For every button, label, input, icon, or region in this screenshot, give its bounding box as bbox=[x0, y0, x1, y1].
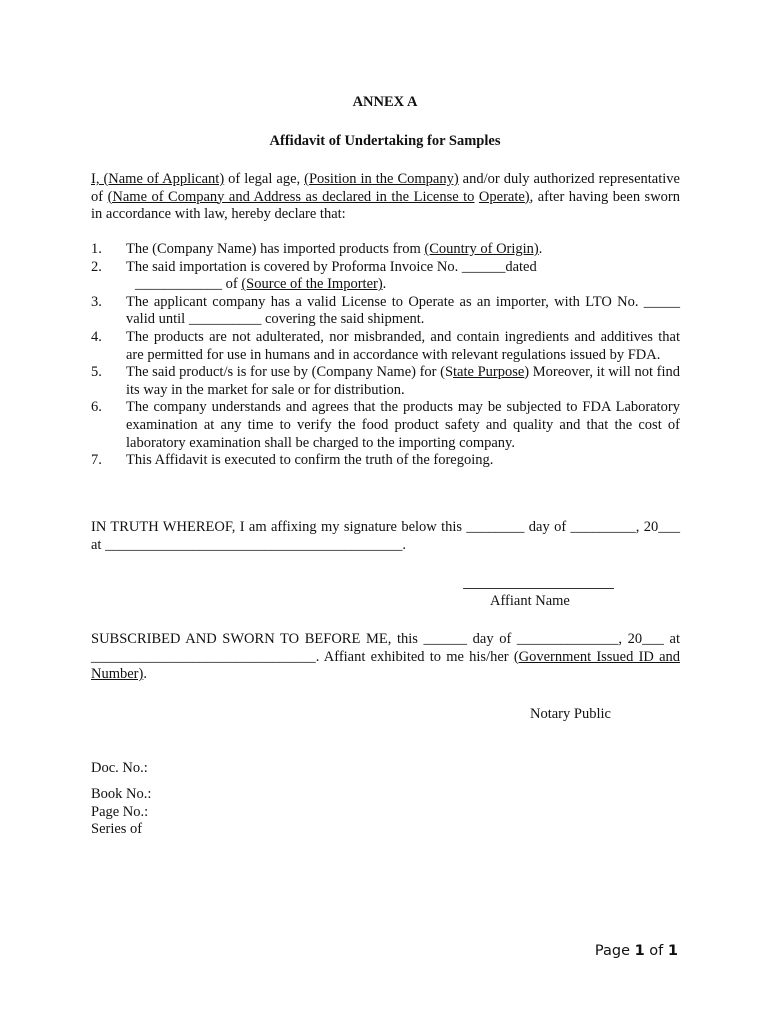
applicant-name-placeholder: I, (Name of Applicant) bbox=[91, 171, 225, 187]
item-text: The applicant company has a valid License to Operate as an importer, with LTO No. _____ valid until __________ covering the said shipment. bbox=[126, 293, 680, 328]
position-placeholder: (Position in the Company) bbox=[304, 171, 459, 187]
company-placeholder: (Name of Company and Address as declared in the License to bbox=[107, 188, 475, 205]
series-label: Series of bbox=[91, 821, 143, 838]
item-number: 6. bbox=[91, 399, 102, 416]
sworn-text: SUBSCRIBED AND SWORN TO BEFORE ME, this ______ day of ______________, 20___ at _______________________________. Affiant exhibited to me his/her bbox=[91, 631, 680, 665]
item-text: ____________ of bbox=[135, 276, 242, 293]
list-item bbox=[91, 259, 680, 294]
operate-placeholder: Operate) bbox=[478, 188, 530, 205]
item-text: The said importation is covered by Proforma Invoice No. ______dated bbox=[126, 258, 537, 275]
item-text: ) Moreover, it will not find its way in the market for sale or for distribution. bbox=[126, 364, 680, 398]
intro-text: and/or duly authorized representative of bbox=[91, 171, 680, 205]
sworn-paragraph bbox=[91, 631, 680, 684]
intro-text: of legal age, bbox=[224, 171, 305, 187]
list-item bbox=[91, 364, 680, 399]
item-number: 5. bbox=[91, 364, 102, 381]
intro-paragraph bbox=[91, 171, 680, 224]
document-title: Affidavit of Undertaking for Samples bbox=[269, 133, 501, 149]
item-text: . bbox=[382, 276, 387, 293]
affiant-name-label: Affiant Name bbox=[490, 593, 570, 609]
item-number: 3. bbox=[91, 293, 102, 310]
list-item bbox=[91, 241, 680, 259]
government-id-placeholder: (Government Issued ID and Number) bbox=[91, 648, 681, 683]
item-number: 1. bbox=[91, 241, 102, 257]
sworn-text: . bbox=[143, 666, 147, 683]
total-pages-number: 1 bbox=[667, 943, 678, 959]
item-number: 4. bbox=[91, 328, 102, 345]
item-text: This Affidavit is executed to confirm the truth of the foregoing. bbox=[126, 452, 494, 469]
book-no-label: Book No.: bbox=[91, 786, 152, 802]
notary-public-label: Notary Public bbox=[530, 706, 611, 722]
list-item bbox=[91, 329, 680, 364]
signature-line bbox=[463, 578, 614, 589]
of-label: of bbox=[644, 943, 668, 959]
list-item bbox=[91, 452, 680, 470]
item-number: 7. bbox=[91, 452, 102, 469]
page-footer bbox=[595, 943, 678, 959]
intro-text: , after having been sworn in accordance with law, hereby declare that: bbox=[91, 188, 681, 223]
item-text: The company understands and agrees that the products may be subjected to FDA Laboratory examination at any time to verify the food product safety and quality and that the cost of laboratory examination shall be charged to the importing company. bbox=[126, 399, 680, 451]
source-placeholder: (Source of the Importer) bbox=[241, 276, 383, 293]
truth-paragraph: IN TRUTH WHEREOF, I am affixing my signature below this ________ day of _________, 20___ at _________________________________________. bbox=[91, 519, 680, 553]
page-no-label: Page No.: bbox=[91, 803, 149, 820]
registry-block bbox=[91, 786, 151, 839]
item-number: 2. bbox=[91, 258, 102, 275]
list-item bbox=[91, 399, 680, 452]
item-text: The said product/s is for use by (Company Name) for (S bbox=[126, 364, 454, 381]
item-text: . bbox=[538, 241, 543, 257]
page-label: Page bbox=[594, 943, 635, 959]
purpose-placeholder: tate Purpose bbox=[453, 364, 525, 381]
country-placeholder: (Country of Origin) bbox=[424, 241, 539, 257]
doc-no-label: Doc. No.: bbox=[91, 760, 148, 776]
list-item bbox=[91, 294, 680, 329]
item-text: The (Company Name) has imported products from bbox=[126, 241, 425, 257]
declaration-list bbox=[91, 241, 680, 470]
item-text: The products are not adulterated, nor misbranded, and contain ingredients and additives that are permitted for use in humans and in accordance with relevant regulations issued by FDA. bbox=[126, 328, 680, 363]
current-page-number: 1 bbox=[634, 943, 645, 959]
annex-heading: ANNEX A bbox=[352, 94, 418, 110]
